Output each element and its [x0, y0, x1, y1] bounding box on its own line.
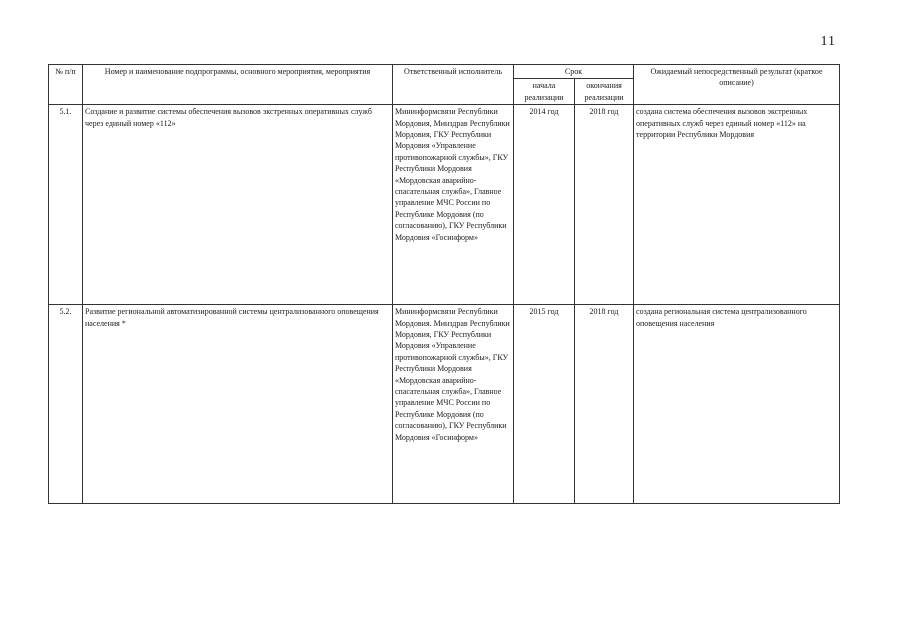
row-term-start: 2015 год — [514, 305, 575, 504]
program-activities-table — [48, 64, 840, 504]
table-row — [49, 305, 840, 504]
row-executor: Мининформсвязи Республики Мордовия. Минздрав Республики Мордовия, ГКУ Республики Мордовия «Управление противопожарной службы», ГКУ Республики Мордовия «Мордовская аварийно-спасательная служба», Главное управление МЧС России по Республике Мордовия (по согласованию), ГКУ Республики Мордовия «Госинформ» — [393, 305, 514, 504]
page-number: 11 — [820, 34, 836, 49]
header-executor: Ответственный исполнитель — [393, 65, 514, 105]
header-activity-name: Номер и наименование подпрограммы, основного мероприятия, мероприятия — [83, 65, 393, 105]
row-num: 5.2. — [49, 305, 83, 504]
row-term-end: 2018 год — [575, 105, 634, 305]
row-expected-result: создана региональная система централизованного оповещения населения — [634, 305, 840, 504]
header-term-start: начала реализации — [514, 79, 575, 105]
header-term-end: окончания реализации — [575, 79, 634, 105]
row-activity-name: Создание и развитие системы обеспечения вызовов экстренных оперативных служб через единый номер «112» — [83, 105, 393, 305]
header-term: Срок — [514, 65, 634, 79]
row-expected-result: создана система обеспечения вызовов экстренных оперативных служб через единый номер «112» на территории Республики Мордовия — [634, 105, 840, 305]
row-executor: Мининформсвязи Республики Мордовия, Минздрав Республики Мордовия, ГКУ Республики Мордовия «Управление противопожарной службы», ГКУ Республики Мордовия «Мордовская аварийно-спасательная служба», Главное управление МЧС России по Республике Мордовия (по согласованию), ГКУ Республики Мордовия «Госинформ» — [393, 105, 514, 305]
row-num: 5.1. — [49, 105, 83, 305]
row-term-start: 2014 год — [514, 105, 575, 305]
row-activity-name: Развитие региональной автоматизированной системы централизованного оповещения населения * — [83, 305, 393, 504]
table-header-row — [49, 65, 840, 79]
header-num: № п/п — [49, 65, 83, 105]
row-term-end: 2018 год — [575, 305, 634, 504]
table-row — [49, 105, 840, 305]
header-expected-result: Ожидаемый непосредственный результат (краткое описание) — [634, 65, 840, 105]
